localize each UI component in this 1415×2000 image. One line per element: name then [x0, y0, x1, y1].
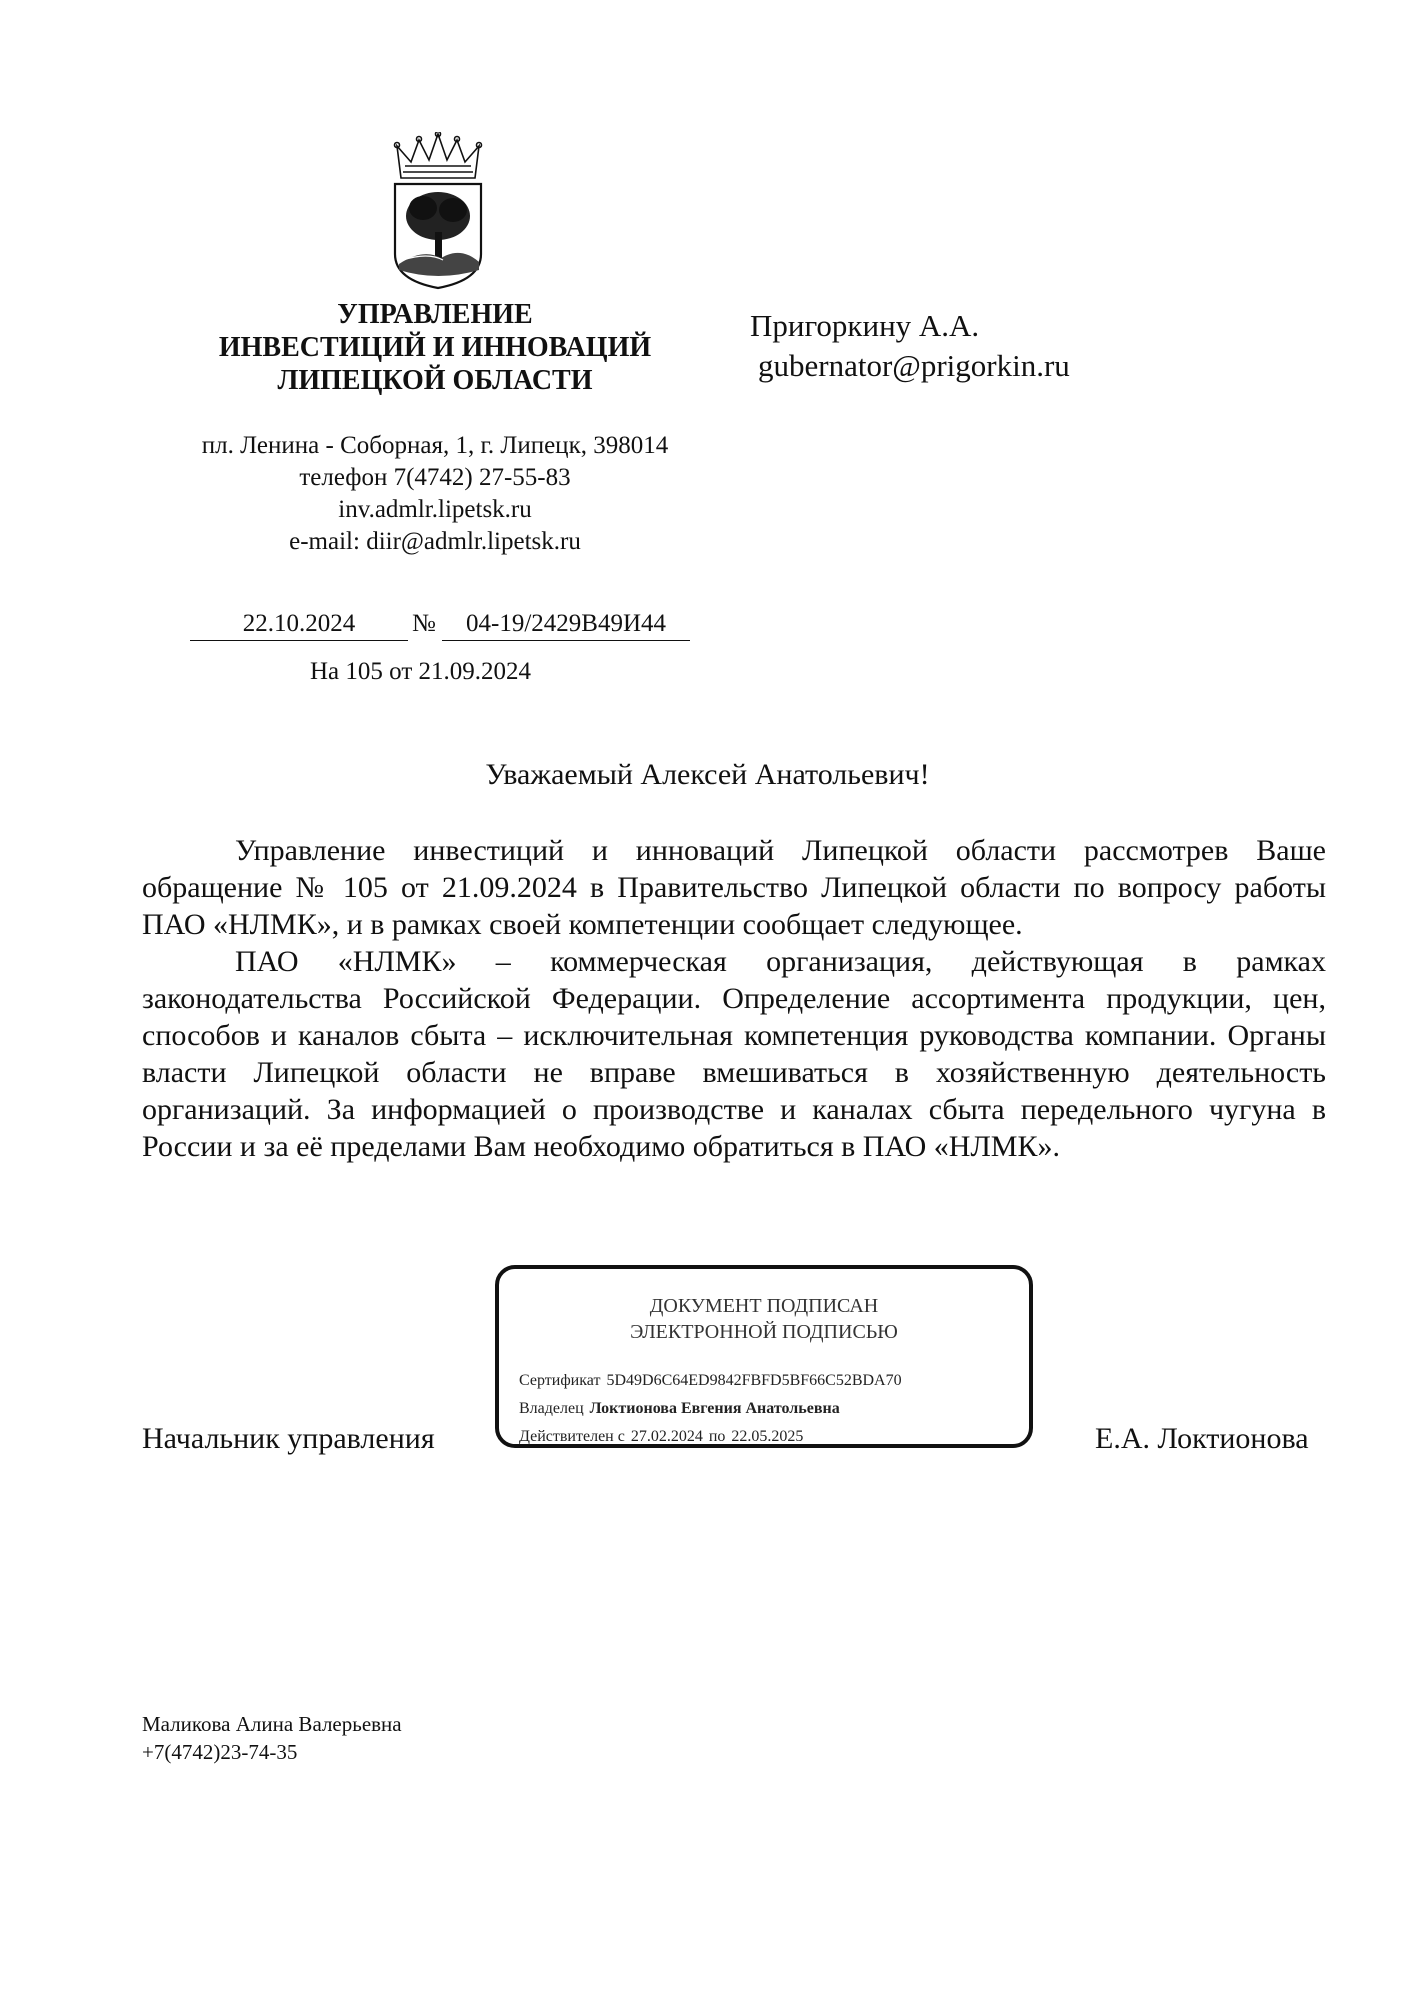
coat-of-arms-emblem: [383, 132, 493, 292]
valid-from-label: Действителен с: [519, 1428, 625, 1445]
organization-phone: телефон 7(4742) 27-55-83: [299, 464, 571, 491]
organization-name-line: ИНВЕСТИЦИЙ И ИННОВАЦИЙ: [218, 332, 652, 363]
valid-to-label: по: [708, 1428, 726, 1445]
registration-date: 22.10.2024: [190, 610, 408, 641]
organization-name-line: УПРАВЛЕНИЕ: [337, 299, 533, 330]
registration-number: 04-19/2429В49И44: [442, 610, 690, 641]
electronic-signature-stamp: [495, 1265, 1033, 1448]
recipient-email: gubernator@prigorkin.ru: [758, 348, 1070, 383]
executor-phone: +7(4742)23-74-35: [142, 1740, 298, 1764]
letter-paragraph: ПАО «НЛМК» – коммерческая организация, действующая в рамках законодательства Российской Федерации. Определение ассортимента продукции, цен, способов и каналов сбыта – исключительная компетенция руководства компании. Органы власти Липецкой области не вправе вмешиваться в хозяйственную деятельность организаций. За информацией о производстве и каналах сбыта передельного чугуна в России и за её пределами Вам необходимо обратиться в ПАО «НЛМК».: [142, 945, 1326, 1163]
stamp-title-line: ДОКУМЕНТ ПОДПИСАН: [649, 1295, 879, 1317]
recipient-block: [750, 306, 1070, 386]
executor-block: [142, 1710, 402, 1766]
owner-value: Локтионова Евгения Анатольевна: [589, 1400, 840, 1417]
stamp-title: [499, 1293, 1029, 1345]
reference-line: На 105 от 21.09.2024: [310, 658, 531, 685]
organization-address: пл. Ленина - Соборная, 1, г. Липецк, 398014: [201, 432, 669, 459]
certificate-value: 5D49D6C64ED9842FBFD5BF66C52BDA70: [606, 1372, 902, 1389]
valid-to-value: 22.05.2025: [731, 1428, 804, 1445]
certificate-label: Сертификат: [519, 1372, 601, 1389]
stamp-owner-row: [519, 1395, 902, 1423]
recipient-name: Пригоркину А.А.: [750, 308, 980, 343]
letter-paragraph: Управление инвестиций и инноваций Липецкой области рассмотрев Ваше обращение № 105 от 21.09.2024 в Правительство Липецкой области по вопросу работы ПАО «НЛМК», и в рамках своей компетенции сообщает следующее.: [142, 834, 1326, 941]
stamp-validity-row: [519, 1423, 902, 1451]
stamp-title-line: ЭЛЕКТРОННОЙ ПОДПИСЬЮ: [630, 1321, 898, 1343]
organization-email: e-mail: diir@admlr.lipetsk.ru: [289, 528, 581, 555]
letter-body: [142, 832, 1326, 1165]
owner-label: Владелец: [519, 1400, 584, 1417]
organization-name: [190, 298, 680, 397]
organization-contacts: [150, 430, 720, 558]
valid-from-value: 27.02.2024: [630, 1428, 703, 1445]
executor-name: Маликова Алина Валерьевна: [142, 1712, 402, 1736]
organization-website: inv.admlr.lipetsk.ru: [338, 496, 532, 523]
signer-position: Начальник управления: [142, 1422, 435, 1455]
stamp-details: [519, 1367, 902, 1451]
signer-name: Е.А. Локтионова: [1095, 1422, 1309, 1455]
organization-name-line: ЛИПЕЦКОЙ ОБЛАСТИ: [277, 365, 593, 396]
stamp-certificate-row: [519, 1367, 902, 1395]
salutation: Уважаемый Алексей Анатольевич!: [485, 758, 930, 791]
registration-number-label: №: [412, 610, 436, 637]
